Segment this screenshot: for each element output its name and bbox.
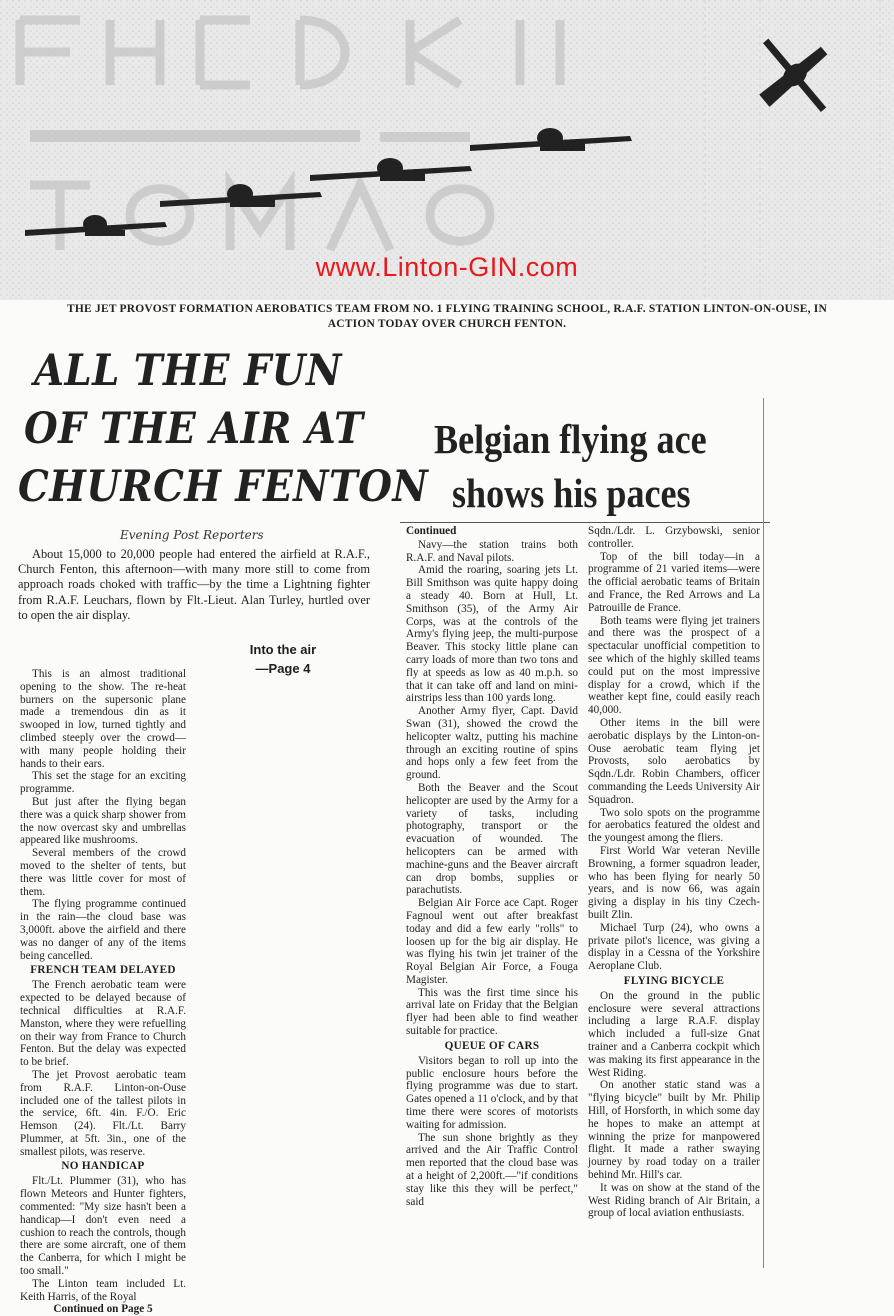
pointer-line-1: Into the air bbox=[249, 642, 317, 657]
paragraph: First World War veteran Neville Browning, a former squadron leader, who has been flying for nearly 50 years, and is now 66, was again giving a display in his tiny Czech-built Zlin. bbox=[588, 844, 760, 921]
paragraph: Belgian Air Force ace Capt. Roger Fagnoul went out after breakfast today and did a few early "rolls" to loosen up for the big air display. He was flying his twin jet trainer of the Royal Belgian Air Force, a Fouga Magister. bbox=[406, 897, 578, 986]
column-2 bbox=[406, 525, 578, 1208]
paragraph: This was the first time since his arrival late on Friday that the Belgian flyer had been able to find weather suitable for practice. bbox=[406, 986, 578, 1038]
paragraph: The French aerobatic team were expected to be delayed because of technical difficulties at R.A.F. Manston, where they were refuelling on their way from France to Church Fenton. But the delay was expected to be brief. bbox=[20, 979, 186, 1069]
paragraph: Both teams were flying jet trainers and there was the prospect of a spectacular unofficial competition to see which of the highly skilled teams could put on the most impressive display for a crowd, which if the weather kept fine, could easily reach 40,000. bbox=[588, 614, 760, 717]
photo-caption bbox=[0, 302, 894, 332]
column-3 bbox=[588, 525, 760, 1220]
continued-note: Continued on Page 5 bbox=[53, 1303, 153, 1316]
paragraph: This set the stage for an exciting programme. bbox=[20, 770, 186, 796]
paragraph: The jet Provost aerobatic team from R.A.F. Linton-on-Ouse included one of the tallest pilots in the service, 6ft. 4in. F./O. Eric Hemson (24). Flt./Lt. Barry Plummer, at 5ft. 3in., one of the smallest pilots, was reserve. bbox=[20, 1068, 186, 1158]
paragraph: The sun shone brightly as they arrived and the Air Traffic Control men reported that the cloud base was at a height of 2,200ft.—"if conditions stay like this they will be perfect," said bbox=[406, 1131, 578, 1208]
main-headline-line-1: ALL THE FUN bbox=[34, 346, 342, 396]
caption-line-2: ACTION TODAY OVER CHURCH FENTON. bbox=[327, 318, 567, 330]
main-headline-line-2: OF THE AIR AT bbox=[24, 404, 364, 454]
watermark-url: www.Linton-GIN.com bbox=[315, 252, 579, 282]
paragraph: Several members of the crowd moved to the shelter of tents, but there was little cover for most of them. bbox=[20, 847, 186, 898]
continued-label: Continued bbox=[406, 525, 457, 537]
byline: Evening Post Reporters bbox=[120, 528, 264, 542]
subhead: NO HANDICAP bbox=[61, 1160, 145, 1173]
caption-line-1: THE JET PROVOST FORMATION AEROBATICS TEAM FROM NO. 1 FLYING TRAINING SCHOOL, R.A.F. STATION LINTON-ON-OUSE, IN bbox=[67, 303, 827, 315]
paragraph: On another static stand was a "flying bicycle" built by Mr. Philip Hill, of Horsforth, in which some day he hopes to make an attempt at winning the prize for manpowered flight. It made a rather swaying journey by road today on a trailer behind Mr. Hill's car. bbox=[588, 1079, 760, 1182]
paragraph: Flt./Lt. Plummer (31), who has flown Meteors and Hunter fighters, commented: "My size hasn't been a handicap—I don't even need a cushion to reach the controls, though there are some aircraft, one of them the Canberra, for which I might be too small." bbox=[20, 1175, 186, 1278]
paragraph: Navy—the station trains both R.A.F. and Naval pilots. bbox=[406, 538, 578, 564]
second-headline-line-1: Belgian flying ace bbox=[434, 416, 707, 462]
paragraph: Michael Turp (24), who owns a private pilot's licence, was giving a display in a Cessna of the Yorkshire Aeroplane Club. bbox=[588, 921, 760, 973]
intro-paragraph: About 15,000 to 20,000 people had entered the airfield at R.A.F., Church Fenton, this afternoon—with many more still to come from approach roads choked with traffic—by the time a Lightning fighter from R.A.F. Leuchars, flown by Flt.-Lieut. Alan Turley, hurtled over to open the air display. bbox=[18, 547, 370, 622]
paragraph: It was on show at the stand of the West Riding branch of Air Britain, a group of local aviation enthusiasts. bbox=[588, 1181, 760, 1220]
column-1 bbox=[20, 668, 186, 1316]
paragraph: The Linton team included Lt. Keith Harris, of the Royal bbox=[20, 1277, 186, 1303]
main-headline-line-3: CHURCH FENTON bbox=[18, 462, 429, 512]
paragraph: Amid the roaring, soaring jets Lt. Bill Smithson was quite happy doing a steady 40. Born at Hull, Lt. Smithson (35), of the Army Air Corps, was at the controls of the Army's flying jeep, the multi-purpose Beaver. This stocky little plane can carry loads of more than two tons and fly at speeds as low as 40 m.p.h. so that it can take off and land on mini-airstrips less than 100 yards long. bbox=[406, 564, 578, 705]
paragraph: This is an almost traditional opening to the show. The re-heat burners on the supersonic plane made a tremendous din as it swooped in low, turned tightly and climbed steeply over the crowd—with many people holding their hands to their ears. bbox=[20, 668, 186, 770]
second-headline-line-2: shows his paces bbox=[452, 470, 691, 516]
paragraph: On the ground in the public enclosure were several attractions including a large R.A.F. display which included a full-size Gnat trainer and a Canberra cockpit which was making its first appearance in the West Riding. bbox=[588, 989, 760, 1079]
headline-divider bbox=[400, 522, 770, 523]
column-edge-rule bbox=[763, 398, 764, 1268]
paragraph: Top of the bill today—in a programme of 21 varied items—were the official aerobatic teams of Britain and France, the Red Arrows and La Patrouille de France. bbox=[588, 550, 760, 614]
pointer-line-2: —Page 4 bbox=[255, 661, 311, 676]
paragraph: Another Army flyer, Capt. David Swan (31), showed the crowd the helicopter waltz, putting his machine through an exciting routine of spins and hops only a few feet from the ground. bbox=[406, 705, 578, 782]
page-pointer bbox=[228, 640, 338, 678]
subhead: FLYING BICYCLE bbox=[623, 974, 725, 987]
paragraph: Sqdn./Ldr. L. Grzybowski, senior controller. bbox=[588, 525, 760, 550]
paragraph: Visitors began to roll up into the public enclosure hours before the flying programme was due to start. Gates opened a 11 o'clock, and by that time there were scores of motorists waiting for admission. bbox=[406, 1054, 578, 1131]
subhead: FRENCH TEAM DELAYED bbox=[30, 964, 176, 977]
paragraph: The flying programme continued in the rain—the cloud base was 3,000ft. above the airfield and there was no danger of any of the items being cancelled. bbox=[20, 898, 186, 962]
paragraph: Both the Beaver and the Scout helicopter are used by the Army for a variety of tasks, including photography, transport or the evacuation of wounded. The helicopters can be armed with machine-guns and the Beaver aircraft can drop bombs, supplies or parachutists. bbox=[406, 781, 578, 897]
paragraph: Other items in the bill were aerobatic displays by the Linton-on-Ouse aerobatic team flying jet Provosts, solo aerobatics by Sqdn./Ldr. Robin Chambers, officer commanding the Leeds University Air Squadron. bbox=[588, 716, 760, 806]
paragraph: But just after the flying began there was a quick sharp shower from the now overcast sky and umbrellas appeared like mushrooms. bbox=[20, 795, 186, 847]
subhead: QUEUE OF CARS bbox=[444, 1039, 540, 1052]
paragraph: Two solo spots on the programme for aerobatics featured the oldest and the youngest among the fliers. bbox=[588, 806, 760, 845]
